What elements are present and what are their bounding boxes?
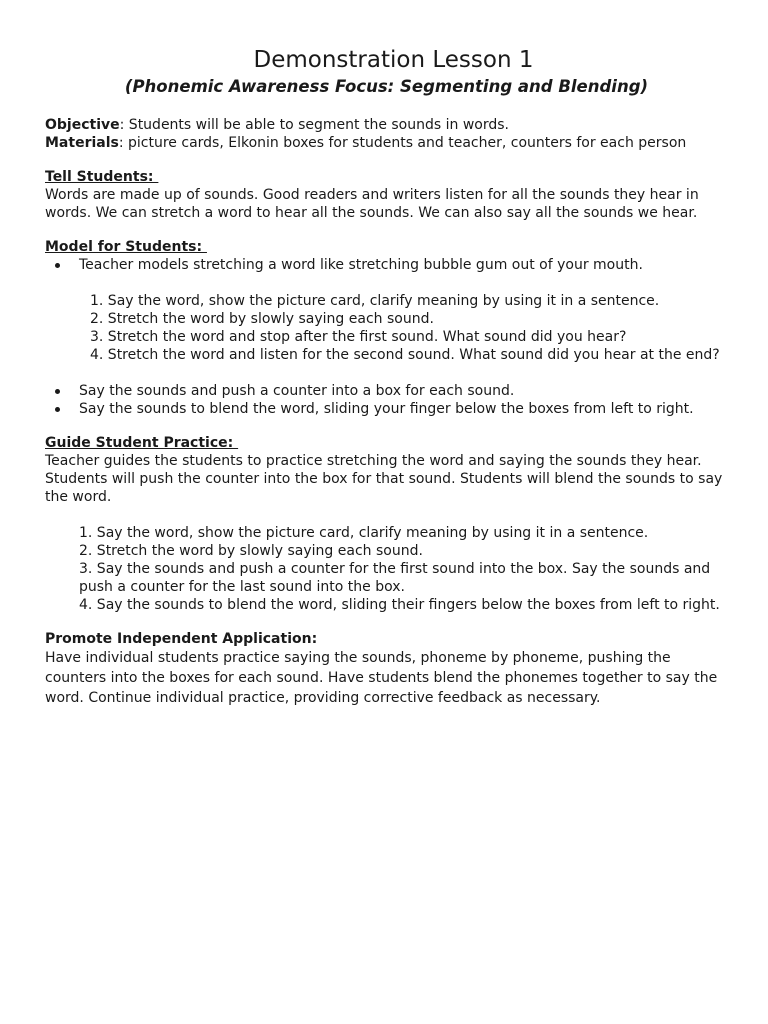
guide-practice-section bbox=[45, 434, 728, 614]
model-step: 4. Stretch the word and listen for the second sound. What sound did you hear at the end? bbox=[90, 347, 720, 363]
model-bullet-item: Say the sounds and push a counter into a box for each sound. bbox=[79, 382, 728, 400]
materials-line bbox=[45, 134, 728, 152]
objective-materials-block bbox=[45, 116, 728, 152]
guide-practice-heading: Guide Student Practice: bbox=[45, 435, 239, 451]
guide-step: 4. Say the sounds to blend the word, sliding their fingers below the boxes from left to right. bbox=[79, 597, 720, 613]
model-step: 1. Say the word, show the picture card, clarify meaning by using it in a sentence. bbox=[90, 293, 660, 309]
materials-text: : picture cards, Elkonin boxes for students and teacher, counters for each person bbox=[118, 135, 687, 151]
tell-students-heading: Tell Students: bbox=[45, 169, 159, 185]
page-subtitle: (Phonemic Awareness Focus: Segmenting and Blending) bbox=[124, 77, 649, 96]
page-title: Demonstration Lesson 1 bbox=[253, 47, 534, 73]
promote-application-section bbox=[45, 630, 728, 708]
guide-step: 2. Stretch the word by slowly saying each sound. bbox=[79, 543, 423, 559]
model-bullet-list bbox=[45, 256, 728, 274]
model-step: 2. Stretch the word by slowly saying each sound. bbox=[90, 311, 434, 327]
model-step: 3. Stretch the word and stop after the first sound. What sound did you hear? bbox=[90, 329, 627, 345]
guide-step: 3. Say the sounds and push a counter for the first sound into the box. Say the sounds and push a counter for the last sound into the box. bbox=[79, 561, 711, 595]
model-students-heading: Model for Students: bbox=[45, 239, 207, 255]
guide-steps-list bbox=[45, 524, 728, 614]
guide-practice-text: Teacher guides the students to practice stretching the word and saying the sounds they hear. Students will push the counter into the box for that sound. Students will blend the sounds to say the word. bbox=[45, 453, 723, 505]
materials-label: Materials bbox=[45, 135, 119, 151]
objective-label: Objective bbox=[45, 117, 120, 133]
promote-application-heading: Promote Independent Application: bbox=[45, 631, 318, 647]
promote-application-text: Have individual students practice saying the sounds, phoneme by phoneme, pushing the counters into the boxes for each sound. Have students blend the phonemes together to say the word. Continue individual practice, providing corrective feedback as necessary. bbox=[45, 650, 718, 706]
model-bullet-list-2 bbox=[45, 382, 728, 418]
model-bullet-item: Teacher models stretching a word like stretching bubble gum out of your mouth. bbox=[79, 256, 728, 274]
objective-line bbox=[45, 116, 728, 134]
tell-students-section bbox=[45, 168, 728, 222]
model-bullet-item: Say the sounds to blend the word, sliding your finger below the boxes from left to right. bbox=[79, 400, 728, 418]
model-steps-list bbox=[45, 292, 728, 364]
model-students-section bbox=[45, 238, 728, 418]
guide-step: 1. Say the word, show the picture card, clarify meaning by using it in a sentence. bbox=[79, 525, 649, 541]
tell-students-text: Words are made up of sounds. Good readers and writers listen for all the sounds they hear in words. We can stretch a word to hear all the sounds. We can also say all the sounds we hear. bbox=[45, 187, 699, 221]
objective-text: : Students will be able to segment the sounds in words. bbox=[119, 117, 509, 133]
